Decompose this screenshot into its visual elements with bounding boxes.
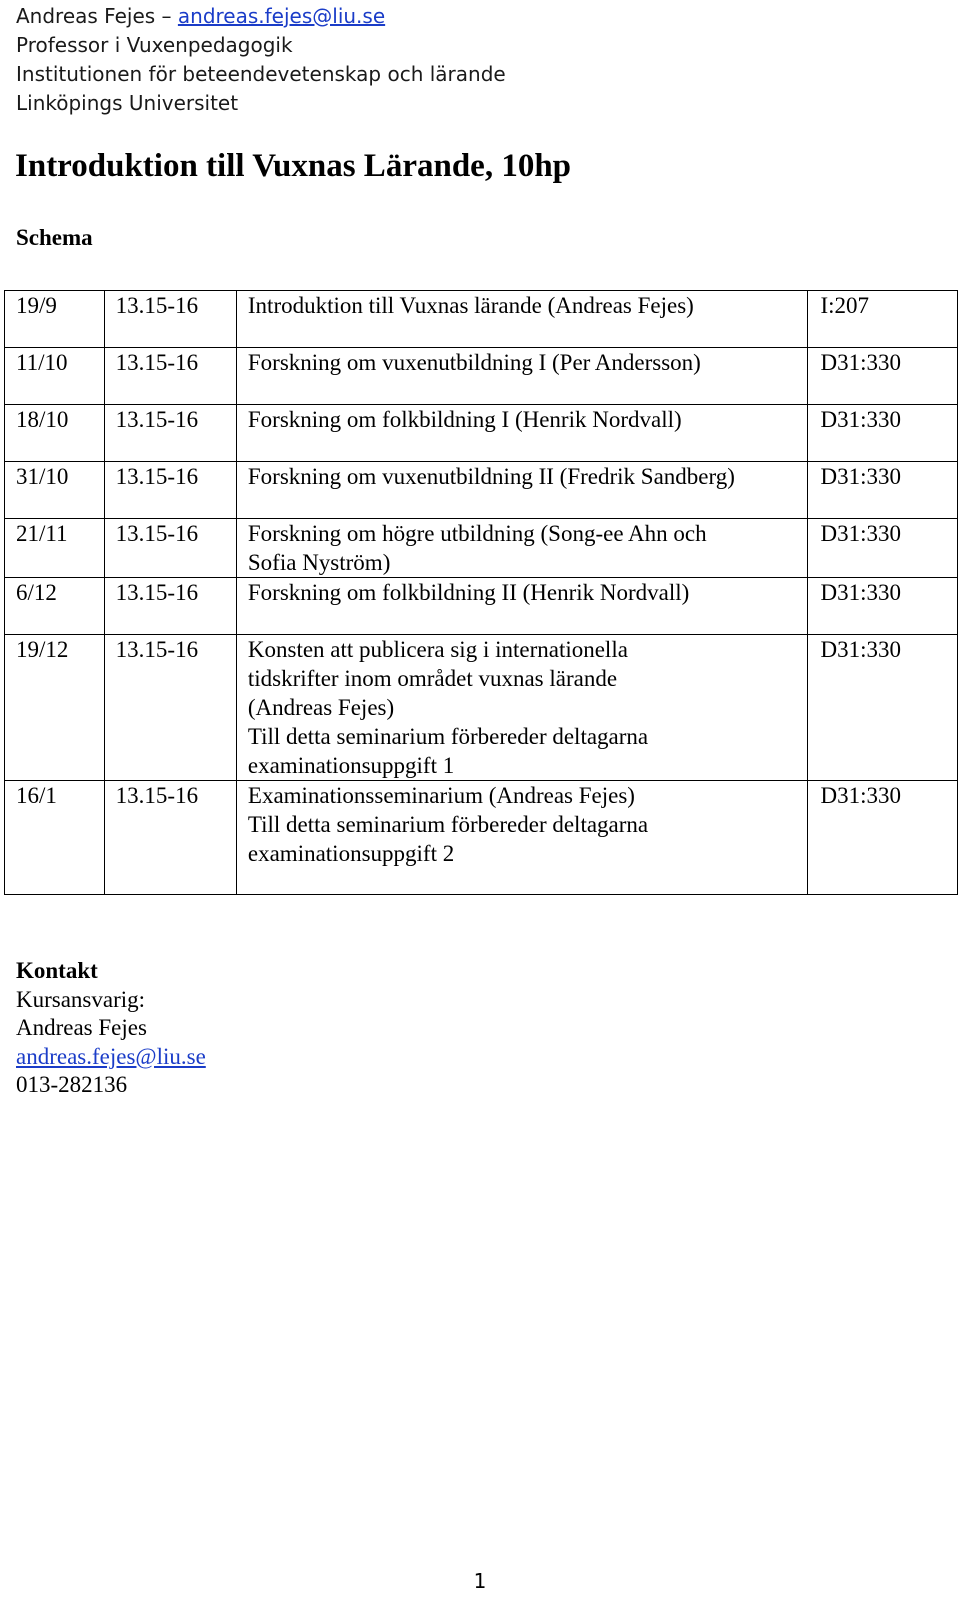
description-line: Till detta seminarium förbereder deltagarna — [247, 812, 649, 837]
table-row — [5, 578, 958, 635]
session-room: D31:330 — [808, 405, 958, 462]
contact-email-link[interactable]: andreas.fejes@liu.se — [16, 1043, 206, 1069]
session-description — [236, 781, 808, 895]
session-room: D31:330 — [808, 519, 958, 578]
session-room: D31:330 — [808, 348, 958, 405]
session-description — [236, 291, 808, 348]
contact-role-label: Kursansvarig: — [16, 986, 146, 1012]
session-description — [236, 348, 808, 405]
session-time: 13.15-16 — [104, 519, 236, 578]
description-line: Till detta seminarium förbereder deltagarna — [247, 724, 649, 749]
session-date: 31/10 — [5, 462, 105, 519]
session-date: 18/10 — [5, 405, 105, 462]
author-name: Andreas Fejes — [16, 4, 156, 28]
session-room: D31:330 — [808, 462, 958, 519]
session-time: 13.15-16 — [104, 291, 236, 348]
description-line: Konsten att publicera sig i internationella — [247, 637, 628, 662]
table-row — [5, 781, 958, 895]
description-line: Sofia Nyström) — [247, 550, 391, 575]
author-university: Linköpings Universitet — [16, 91, 239, 115]
description-line: Introduktion till Vuxnas lärande (Andreas Fejes) — [247, 293, 694, 318]
schedule-heading: Schema — [16, 225, 93, 250]
author-email-link[interactable]: andreas.fejes@liu.se — [177, 4, 386, 28]
contact-phone: 013-282136 — [16, 1072, 128, 1097]
description-line: examinationsuppgift 2 — [247, 841, 455, 866]
session-date: 19/12 — [5, 635, 105, 781]
contact-name: Andreas Fejes — [16, 1015, 147, 1040]
description-line: examinationsuppgift 1 — [247, 753, 455, 778]
session-description — [236, 462, 808, 519]
session-time: 13.15-16 — [104, 781, 236, 895]
session-room: D31:330 — [808, 578, 958, 635]
session-time: 13.15-16 — [104, 462, 236, 519]
table-row — [5, 462, 958, 519]
schedule-table — [4, 290, 958, 895]
session-description — [236, 578, 808, 635]
table-row — [5, 405, 958, 462]
session-time: 13.15-16 — [104, 405, 236, 462]
contact-heading: Kontakt — [16, 958, 98, 983]
session-date: 21/11 — [5, 519, 105, 578]
description-line: Forskning om folkbildning II (Henrik Nordvall) — [247, 580, 690, 605]
description-line: Forskning om högre utbildning (Song-ee Ahn och — [247, 521, 707, 546]
session-date: 11/10 — [5, 348, 105, 405]
session-date: 6/12 — [5, 578, 105, 635]
description-line: Forskning om vuxenutbildning II (Fredrik Sandberg) — [247, 464, 735, 489]
author-position: Professor i Vuxenpedagogik — [16, 33, 293, 57]
table-row — [5, 519, 958, 578]
author-department: Institutionen för beteendevetenskap och lärande — [16, 62, 506, 86]
session-date: 19/9 — [5, 291, 105, 348]
description-line: Forskning om vuxenutbildning I (Per Andersson) — [247, 350, 701, 375]
table-row — [5, 635, 958, 781]
description-line: tidskrifter inom området vuxnas lärande — [247, 666, 618, 691]
session-description — [236, 405, 808, 462]
table-row — [5, 291, 958, 348]
session-date: 16/1 — [5, 781, 105, 895]
description-line: Forskning om folkbildning I (Henrik Nordvall) — [247, 407, 682, 432]
session-description — [236, 635, 808, 781]
course-title: Introduktion till Vuxnas Lärande, 10hp — [15, 148, 572, 184]
session-time: 13.15-16 — [104, 635, 236, 781]
session-room: D31:330 — [808, 635, 958, 781]
description-line: Examinationsseminarium (Andreas Fejes) — [247, 783, 635, 808]
session-description — [236, 519, 808, 578]
session-time: 13.15-16 — [104, 578, 236, 635]
page-number: 1 — [473, 1569, 487, 1593]
session-time: 13.15-16 — [104, 348, 236, 405]
session-room: D31:330 — [808, 781, 958, 895]
author-line — [16, 2, 506, 31]
description-line: (Andreas Fejes) — [247, 695, 395, 720]
table-row — [5, 348, 958, 405]
author-separator: – — [155, 4, 178, 28]
contact-section — [16, 957, 206, 1100]
session-room: I:207 — [808, 291, 958, 348]
document-header — [16, 2, 506, 118]
